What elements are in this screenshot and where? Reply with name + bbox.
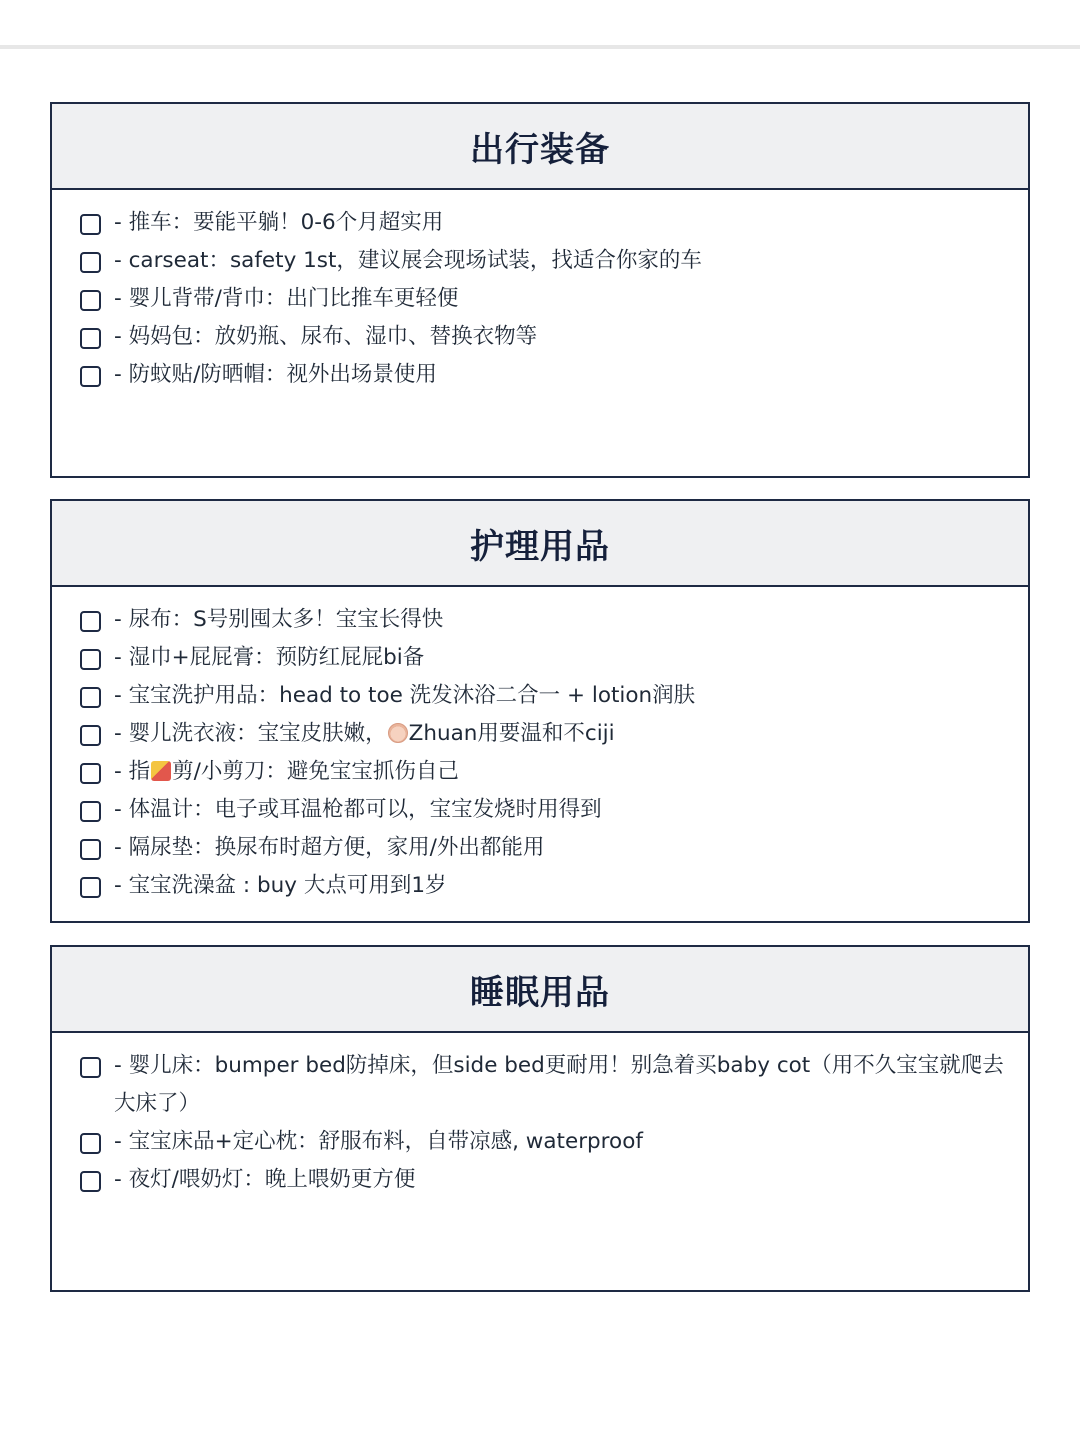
checklist-item[interactable] — [80, 601, 1010, 639]
section-care-products — [50, 499, 1030, 923]
item-label: - 湿巾+屁屁膏：预防红屁屁bi备 — [114, 645, 425, 670]
checkbox-icon[interactable] — [80, 877, 101, 898]
checkbox-icon[interactable] — [80, 252, 101, 273]
item-label-part: 剪/小剪刀：避免宝宝抓伤自己 — [172, 759, 459, 784]
item-label — [114, 753, 1010, 791]
item-label: - 体温计：电子或耳温枪都可以，宝宝发烧时用得到 — [114, 797, 602, 822]
checklist-item[interactable] — [80, 318, 1010, 356]
section-header — [52, 501, 1028, 587]
item-label: - 婴儿背带/背巾：出门比推车更轻便 — [114, 286, 459, 311]
checklist-item[interactable] — [80, 753, 1010, 791]
item-label: - 夜灯/喂奶灯：晚上喂奶更方便 — [114, 1167, 416, 1192]
checklist-item[interactable] — [80, 242, 1010, 280]
item-label: - 推车：要能平躺！0-6个月超实用 — [114, 210, 444, 235]
item-label-part: Zhuan用要温和不ciji — [408, 721, 615, 746]
item-label: - 宝宝洗护用品：head to toe 洗发沐浴二合一 + lotion润肤 — [114, 683, 696, 708]
checkbox-icon[interactable] — [80, 366, 101, 387]
item-label-part: - 婴儿洗衣液：宝宝皮肤嫩， — [114, 721, 387, 746]
item-label: - 尿布：S号别囤太多！宝宝长得快 — [114, 607, 444, 632]
checklist-item[interactable] — [80, 639, 1010, 677]
section-header — [52, 947, 1028, 1033]
item-label: - carseat：safety 1st，建议展会现场试装，找适合你家的车 — [114, 248, 702, 273]
checklist-item[interactable] — [80, 1161, 1010, 1199]
section-travel-gear — [50, 102, 1030, 478]
baby-face-icon — [388, 723, 408, 743]
checklist-item[interactable] — [80, 1123, 1010, 1161]
checkbox-icon[interactable] — [80, 763, 101, 784]
checklist-item[interactable] — [80, 677, 1010, 715]
checklist-item[interactable] — [80, 1047, 1010, 1123]
section-sleep-products — [50, 945, 1030, 1292]
checkbox-icon[interactable] — [80, 1057, 101, 1078]
top-divider — [0, 45, 1080, 49]
section-header — [52, 104, 1028, 190]
checklist — [52, 190, 1028, 394]
item-label: - 宝宝床品+定心枕：舒服布料，自带凉感, waterproof — [114, 1129, 643, 1154]
item-label: - 隔尿垫：换尿布时超方便，家用/外出都能用 — [114, 835, 545, 860]
section-title: 出行装备 — [470, 129, 610, 170]
checklist — [52, 1033, 1028, 1199]
checklist-item[interactable] — [80, 715, 1010, 753]
section-title: 护理用品 — [470, 526, 610, 567]
checklist — [52, 587, 1028, 905]
checkbox-icon[interactable] — [80, 611, 101, 632]
checkbox-icon[interactable] — [80, 687, 101, 708]
item-label — [114, 715, 1010, 753]
checkbox-icon[interactable] — [80, 801, 101, 822]
checkbox-icon[interactable] — [80, 839, 101, 860]
item-label: - 宝宝洗澡盆 : buy 大点可用到1岁 — [114, 873, 447, 898]
checkbox-icon[interactable] — [80, 725, 101, 746]
checklist-item[interactable] — [80, 280, 1010, 318]
checkbox-icon[interactable] — [80, 328, 101, 349]
nail-polish-icon — [151, 761, 171, 781]
checklist-item[interactable] — [80, 356, 1010, 394]
checkbox-icon[interactable] — [80, 1133, 101, 1154]
checkbox-icon[interactable] — [80, 290, 101, 311]
item-label: - 妈妈包：放奶瓶、尿布、湿巾、替换衣物等 — [114, 324, 538, 349]
checkbox-icon[interactable] — [80, 649, 101, 670]
section-title: 睡眠用品 — [470, 972, 610, 1013]
checkbox-icon[interactable] — [80, 214, 101, 235]
item-label: - 防蚊贴/防晒帽：视外出场景使用 — [114, 362, 437, 387]
item-label: - 婴儿床：bumper bed防掉床，但side bed更耐用！别急着买baby cot（用不久宝宝就爬去大床了） — [114, 1053, 1004, 1116]
checklist-item[interactable] — [80, 204, 1010, 242]
checklist-item[interactable] — [80, 829, 1010, 867]
checkbox-icon[interactable] — [80, 1171, 101, 1192]
checklist-item[interactable] — [80, 791, 1010, 829]
checklist-item[interactable] — [80, 867, 1010, 905]
item-label-part: - 指 — [114, 759, 151, 784]
